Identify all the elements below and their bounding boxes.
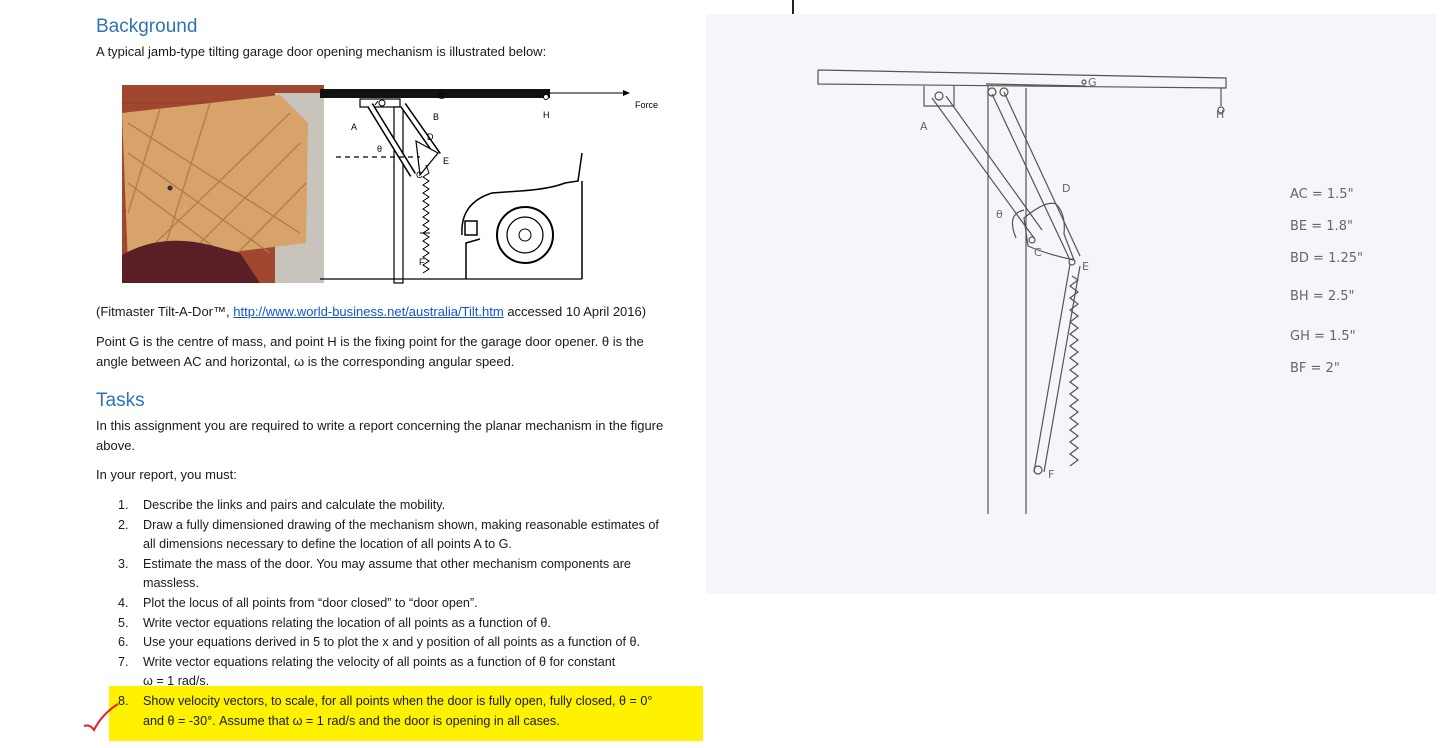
tasks-intro-line-2: above. xyxy=(96,438,136,453)
task-item-1: 1. Describe the links and pairs and calculate the mobility. xyxy=(118,498,446,512)
label-g: G xyxy=(438,91,446,101)
dim-bd: BD = 1.25" xyxy=(1290,251,1364,266)
sketch-label-g: G xyxy=(1088,76,1097,89)
sketch-label-e: E xyxy=(1082,260,1089,273)
task-item-4: 4. Plot the locus of all points from “door closed” to “door open”. xyxy=(118,595,478,610)
mechanism-drawing xyxy=(320,89,630,283)
label-force: Force xyxy=(635,100,659,110)
task-item-2: 2. Draw a fully dimensioned drawing of the mechanism shown, making reasonable estimates of all dimensions necessary to define the location of all points A to G. xyxy=(118,517,659,552)
task-item-3: 3. Estimate the mass of the door. You may assume that other mechanism components are massless. xyxy=(118,556,631,591)
task-item-5: 5. Write vector equations relating the location of all points as a function of θ. xyxy=(118,615,551,630)
citation-link[interactable]: http://www.world-business.net/australia/Tilt.htm xyxy=(233,304,504,319)
label-f: F xyxy=(419,257,425,267)
tasks-must: In your report, you must: xyxy=(96,467,237,482)
sketch-label-d: D xyxy=(1062,182,1071,195)
label-d: D xyxy=(427,132,434,142)
sketch-label-f: F xyxy=(1048,468,1055,481)
task-item-7: 7. Write vector equations relating the velocity of all points as a function of θ for constant ω = 1 rad/s. xyxy=(118,654,616,689)
dim-bh: BH = 2.5" xyxy=(1290,289,1355,304)
dim-bf: BF = 2" xyxy=(1290,361,1340,376)
task-item-8: 8. Show velocity vectors, to scale, for all points when the door is fully open, fully closed, θ = 0° and θ = -30°. Assume that ω = 1 rad/s and the door is opening in all cases. xyxy=(118,693,653,728)
sketch-label-theta: θ xyxy=(996,208,1003,221)
hand-sketch xyxy=(706,14,1436,594)
citation-prefix: (Fitmaster Tilt-A-Dor™, xyxy=(96,304,234,319)
task-list xyxy=(96,496,696,731)
citation xyxy=(96,302,646,322)
citation-suffix: accessed 10 April 2016) xyxy=(503,304,647,319)
assignment-document xyxy=(0,0,705,748)
sketch-label-a: A xyxy=(920,120,928,133)
task-item-6: 6. Use your equations derived in 5 to plot the x and y position of all points as a function of θ. xyxy=(118,635,641,650)
description-line-1: Point G is the centre of mass, and point H is the fixing point for the garage door opener. θ is the xyxy=(96,334,644,349)
dim-gh: GH = 1.5" xyxy=(1290,329,1356,344)
tasks-heading: Tasks xyxy=(96,390,145,411)
mechanism-figure xyxy=(120,83,680,288)
red-check-mark-icon xyxy=(82,700,122,734)
label-a: A xyxy=(351,122,358,132)
tasks-intro-line-1: In this assignment you are required to write a report concerning the planar mechanism in the figure xyxy=(96,418,664,433)
sketch-label-c: C xyxy=(1034,246,1042,259)
label-h: H xyxy=(543,110,550,120)
dim-be: BE = 1.8" xyxy=(1290,219,1353,234)
background-heading: Background xyxy=(96,16,198,37)
sketch-label-h: H xyxy=(1216,108,1225,121)
label-theta: θ xyxy=(377,144,383,154)
dim-ac: AC = 1.5" xyxy=(1290,187,1354,202)
label-c: C xyxy=(416,170,423,180)
garage-door-photo xyxy=(122,85,324,283)
background-intro: A typical jamb-type tilting garage door opening mechanism is illustrated below: xyxy=(96,44,547,59)
description-line-2: angle between AC and horizontal, ω is the corresponding angular speed. xyxy=(96,354,515,369)
label-e: E xyxy=(443,156,450,166)
label-b: B xyxy=(433,112,440,122)
